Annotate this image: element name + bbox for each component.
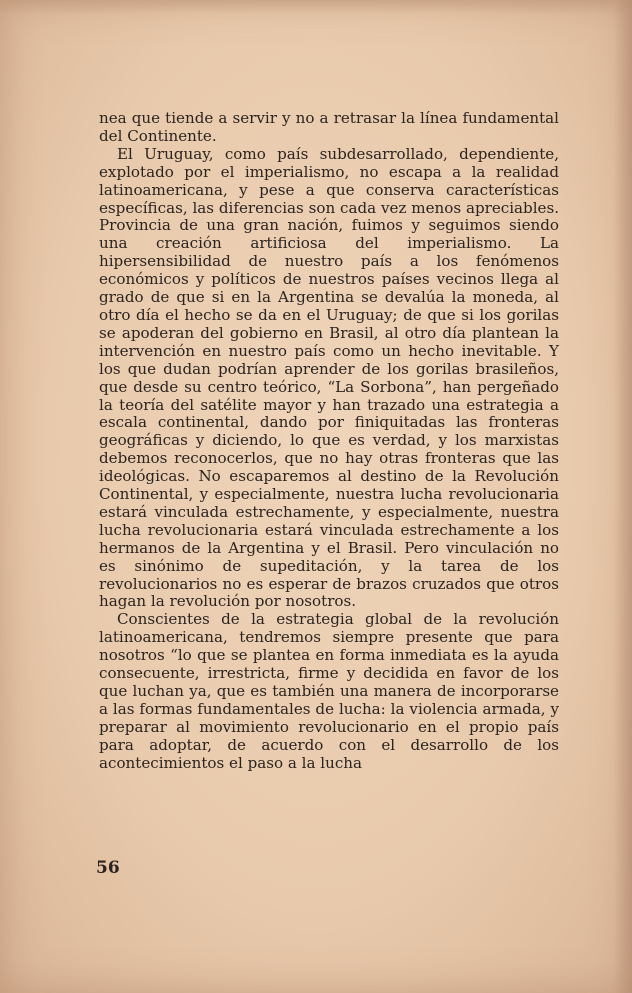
paragraph-continuation: nea que tiende a servir y no a retrasar la línea fundamental del Continente. (99, 109, 559, 145)
page-top-edge (0, 0, 632, 14)
paragraph-uruguay: El Uruguay, como país subdesarrollado, dependiente, explotado por el imperialismo, no escapa a la realidad latinoamericana, y pese a que conserva características específicas, las diferencias son cada vez menos apreciables. Provincia de una gran nación, fuimos y seguimos siendo una creación artificiosa del imperialismo. La hipersensibilidad de nuestro país a los fenómenos económicos y políticos de nuestros países vecinos llega al grado de que si en la Argentina se devalúa la moneda, al otro día el hecho se da en el Uruguay; de que si los gorilas se apoderan del gobierno en Brasil, al otro día plantean la intervención en nuestro país como un hecho inevitable. Y los que dudan podrían aprender de los gorilas brasileños, que desde su centro teórico, “La Sorbona”, han pergeñado la teoría del satélite mayor y han trazado una estrategia a escala continental, dando por finiquitadas las fronteras geográficas y diciendo, lo que es verdad, y los marxistas debemos reconocerlos, que no hay otras fronteras que las ideológicas. No escaparemos al destino de la Revolución Continental, y especialmente, nuestra lucha revolucionaria estará vinculada estrechamente, y especialmente, nuestra lucha revolucionaria estará vinculada estrechamente a los hermanos de la Argentina y el Brasil. Pero vinculación no es sinónimo de supeditación, y la tarea de los revolucionarios no es esperar de brazos cruzados que otros hagan la revolución por nosotros. (99, 144, 559, 611)
page-right-edge (614, 0, 632, 993)
paragraph-conscientes: Conscientes de la estrategia global de la revolución latinoamericana, tendremos siempre presente que para nosotros “lo que se plantea en forma inmediata es la ayuda consecuente, irrestricta, firme y decidida en favor de los que luchan ya, que es también una manera de incorporarse a las formas fundamentales de lucha: la violencia armada, y preparar al movimiento revolucionario en el propio país para adoptar, de acuerdo con el desarrollo de los acontecimientos el paso a la lucha (99, 610, 559, 772)
page-number: 56 (96, 858, 120, 878)
body-text (99, 110, 559, 773)
